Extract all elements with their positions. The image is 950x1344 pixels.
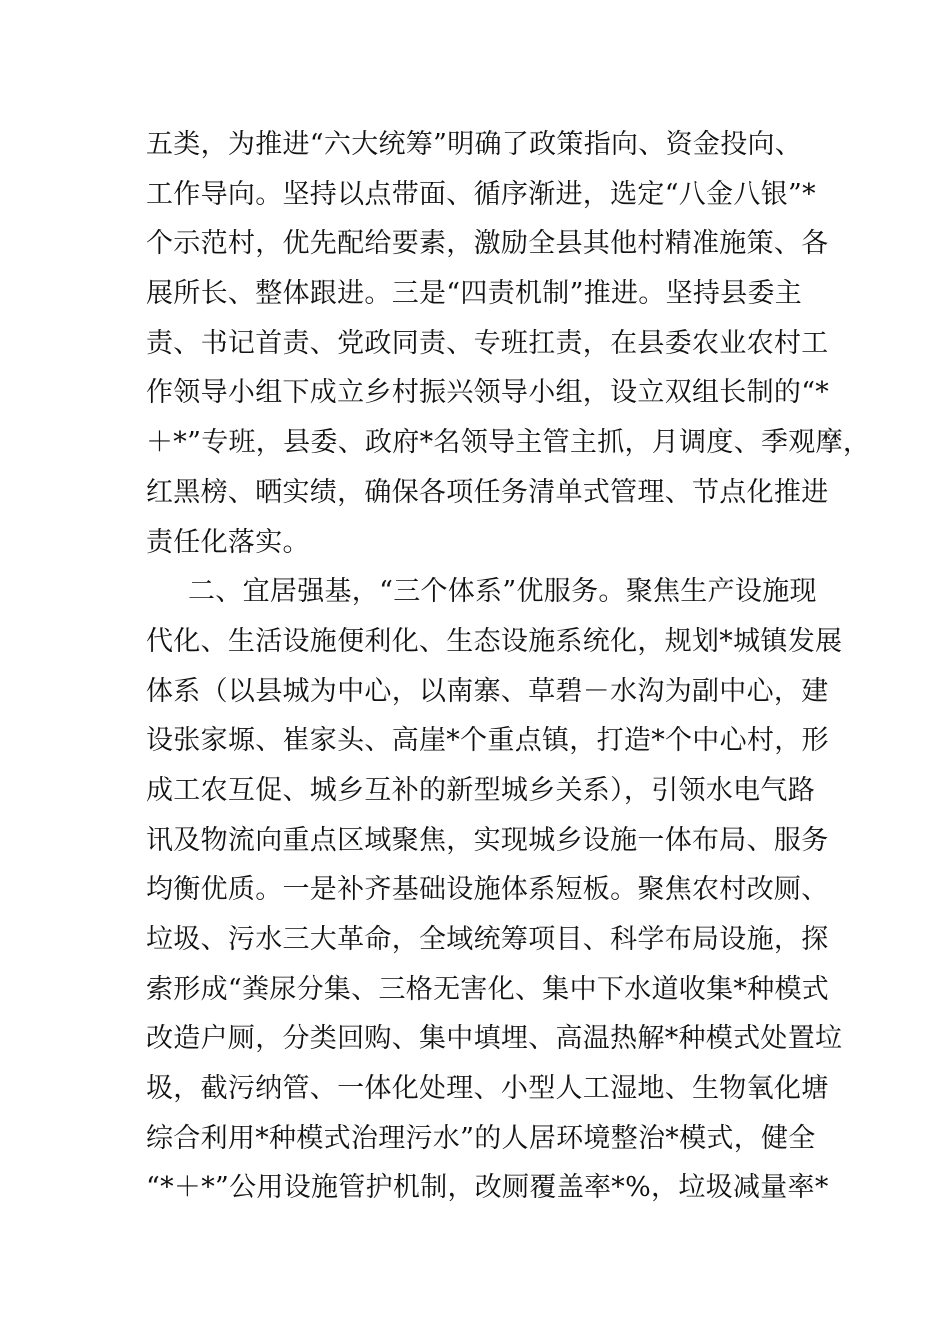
text-line: “*＋*”公用设施管护机制，改厕覆盖率*%，垃圾减量率* <box>146 1172 829 1204</box>
text-line: 索形成“粪尿分集、三格无害化、集中下水道收集*种模式 <box>146 973 830 1005</box>
text-line: 工作导向。坚持以点带面、循序渐进，选定“八金八银”* <box>146 178 816 210</box>
text-line: 作领导小组下成立乡村振兴领导小组，设立双组长制的“* <box>146 377 830 409</box>
text-line: 设张家塬、崔家头、高崖*个重点镇，打造*个中心村，形 <box>146 725 829 757</box>
section-heading-line: 二、宜居强基，“三个体系”优服务。聚焦生产设施现 <box>188 576 817 608</box>
text-line: 代化、生活设施便利化、生态设施系统化，规划*城镇发展 <box>146 625 843 657</box>
text-line: 讯及物流向重点区域聚焦，实现城乡设施一体布局、服务 <box>146 824 829 856</box>
text-line: ＋*”专班，县委、政府*名领导主管主抓，月调度、季观摩， <box>146 427 871 459</box>
text-line: 展所长、整体跟进。三是“四责机制”推进。坚持县委主 <box>146 278 803 310</box>
text-line: 五类，为推进“六大统筹”明确了政策指向、资金投向、 <box>146 129 803 160</box>
body-text <box>146 120 871 1213</box>
text-line: 均衡优质。一是补齐基础设施体系短板。聚焦农村改厕、 <box>146 874 829 906</box>
text-line: 垃圾、污水三大革命，全域统筹项目、科学布局设施，探 <box>146 924 829 955</box>
text-line: 红黑榜、晒实绩，确保各项任务清单式管理、节点化推进 <box>146 476 829 508</box>
text-line: 责、书记首责、党政同责、专班扛责，在县委农业农村工 <box>146 327 829 359</box>
text-line: 改造户厕，分类回购、集中填埋、高温热解*种模式处置垃 <box>146 1023 843 1055</box>
text-line: 个示范村，优先配给要素，激励全县其他村精准施策、各 <box>146 228 829 260</box>
text-line: 责任化落实。 <box>146 526 310 558</box>
text-line: 圾，截污纳管、一体化处理、小型人工湿地、生物氧化塘 <box>146 1073 829 1105</box>
text-line: 体系（以县城为中心，以南寨、草碧－水沟为副中心，建 <box>146 675 829 707</box>
text-line: 成工农互促、城乡互补的新型城乡关系），引领水电气路 <box>146 774 815 806</box>
text-line: 综合利用*种模式治理污水”的人居环境整治*模式，健全 <box>146 1122 816 1154</box>
